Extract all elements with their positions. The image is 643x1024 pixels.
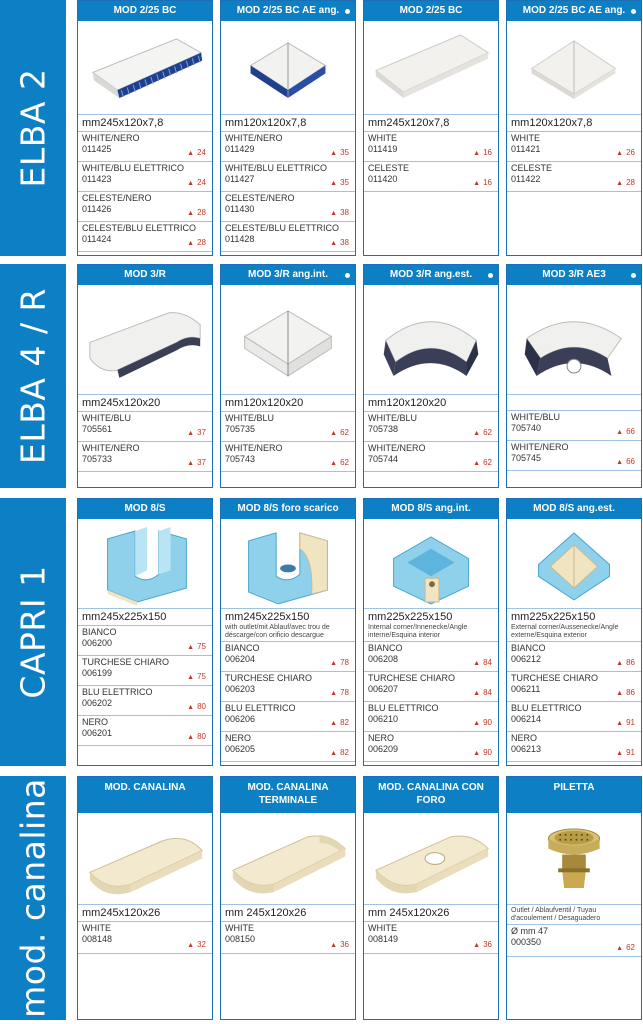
- variant-row[interactable]: [78, 132, 212, 162]
- product-title-text: MOD 2/25 BC AE ang.: [522, 5, 626, 16]
- variant-code: 705744: [368, 454, 399, 464]
- variant-price: ▲ 78: [330, 688, 349, 699]
- product-dimensions: [221, 609, 355, 642]
- product-title: [507, 499, 641, 519]
- variant-code: 011420: [368, 174, 398, 184]
- variant-price: ▲ 36: [330, 940, 349, 951]
- product-card[interactable]: [77, 776, 213, 1020]
- product-card[interactable]: [363, 498, 499, 766]
- product-image: [507, 813, 641, 905]
- variant-price: ▲ 62: [330, 458, 349, 469]
- product-title: [507, 265, 641, 285]
- product-image: [364, 21, 498, 115]
- variant-color: CELESTE/NERO: [225, 193, 295, 203]
- product-dimensions: [507, 609, 641, 642]
- product-card[interactable]: [363, 776, 499, 1020]
- variant-price: ▲ 16: [473, 178, 492, 189]
- product-image: [78, 21, 212, 115]
- variant-row[interactable]: [221, 442, 355, 472]
- variant-price: ▲ 28: [187, 208, 206, 219]
- variant-row[interactable]: [78, 442, 212, 472]
- variant-code: 006213: [511, 744, 542, 754]
- variant-color: WHITE: [368, 133, 397, 143]
- variant-code: 011419: [368, 144, 398, 154]
- product-title: [78, 499, 212, 519]
- variant-price: ▲ 28: [187, 238, 206, 249]
- product-size-text: mm225x225x150: [368, 611, 453, 623]
- product-dimensions: [507, 115, 641, 132]
- variant-price: ▲ 78: [330, 658, 349, 669]
- variant-code: 011430: [225, 204, 255, 214]
- product-dimensions: [364, 905, 498, 922]
- variant-code: 006208: [368, 654, 399, 664]
- variant-price: ▲ 35: [330, 178, 349, 189]
- variant-price: ▲ 35: [330, 148, 349, 159]
- variant-price: ▲ 24: [187, 178, 206, 189]
- product-size-text: mm225x225x150: [511, 611, 596, 623]
- product-image: [507, 21, 641, 115]
- variant-code: 006207: [368, 684, 399, 694]
- product-dimensions: [364, 609, 498, 642]
- variant-row[interactable]: [78, 412, 212, 442]
- variant-color: BIANCO: [368, 643, 403, 653]
- variant-price: ▲ 66: [616, 457, 635, 468]
- corner-piece-dot-icon: [631, 273, 636, 278]
- product-title: [78, 777, 212, 813]
- section-elba-4-r: [0, 264, 643, 488]
- variant-row[interactable]: [78, 626, 212, 656]
- variant-color: WHITE/NERO: [82, 443, 140, 453]
- variant-code: 705735: [225, 424, 256, 434]
- product-title: [507, 777, 641, 813]
- variant-code: 011426: [82, 204, 112, 214]
- variant-price: ▲ 62: [473, 458, 492, 469]
- variant-price: ▲ 38: [330, 208, 349, 219]
- variant-row[interactable]: [78, 222, 212, 252]
- product-image: [507, 285, 641, 395]
- variant-row[interactable]: [364, 732, 498, 762]
- product-size-text: mm 245x120x26: [368, 907, 450, 919]
- variant-price: ▲ 37: [187, 458, 206, 469]
- variant-color: WHITE/BLU: [82, 413, 132, 423]
- variant-code: 011429: [225, 144, 255, 154]
- product-dimensions: [78, 609, 212, 626]
- product-card[interactable]: [220, 0, 356, 256]
- variant-code: 006200: [82, 638, 113, 648]
- product-title-text: MOD 8/S ang.int.: [391, 503, 471, 514]
- variant-color: TURCHESE CHIARO: [82, 657, 170, 667]
- variant-color: WHITE/BLU ELETTRICO: [225, 163, 328, 173]
- section-label: CAPRI 1: [13, 565, 53, 699]
- product-card[interactable]: [77, 498, 213, 766]
- variant-code: 006199: [82, 668, 113, 678]
- product-card[interactable]: [506, 498, 642, 766]
- variant-color: TURCHESE CHIARO: [368, 673, 456, 683]
- variant-price: ▲ 62: [616, 943, 635, 954]
- variant-code: 011428: [225, 234, 255, 244]
- product-card[interactable]: [77, 264, 213, 488]
- variant-color: BIANCO: [225, 643, 260, 653]
- variant-price: ▲ 84: [473, 658, 492, 669]
- product-title: [221, 499, 355, 519]
- variant-row[interactable]: [507, 411, 641, 441]
- variant-row[interactable]: [507, 162, 641, 192]
- product-image: [78, 813, 212, 905]
- variant-row[interactable]: [78, 162, 212, 192]
- variant-row[interactable]: [507, 642, 641, 672]
- variant-code: 011423: [82, 174, 112, 184]
- variant-code: 705740: [511, 423, 542, 433]
- product-title: [364, 265, 498, 285]
- variant-color: NERO: [368, 733, 395, 743]
- variant-row[interactable]: [221, 922, 355, 954]
- product-size-text: mm245x120x20: [82, 397, 161, 409]
- product-note: with outlet/mit Ablauf/avec trou de déscarge/con orificio descargue: [225, 624, 330, 639]
- variant-price: ▲ 38: [330, 238, 349, 249]
- product-title-text: MOD. CANALINA: [104, 782, 186, 793]
- product-title: [78, 1, 212, 21]
- variant-code: 006202: [82, 698, 113, 708]
- variant-color: NERO: [511, 733, 538, 743]
- variant-code: 006205: [225, 744, 256, 754]
- variant-color: NERO: [82, 717, 109, 727]
- variant-price: ▲ 32: [187, 940, 206, 951]
- variant-color: NERO: [225, 733, 252, 743]
- product-title-text: MOD 2/25 BC AE ang.: [236, 5, 340, 16]
- variant-code: 006211: [511, 684, 541, 694]
- variant-code: 011425: [82, 144, 112, 154]
- product-image: [221, 519, 355, 609]
- product-dimensions: [507, 395, 641, 411]
- product-note: Outlet / Ablaufventil / Tuyau d'acoulement / Desaguadero: [511, 907, 601, 922]
- variant-row[interactable]: [507, 672, 641, 702]
- variant-row[interactable]: [221, 412, 355, 442]
- product-size-text: mm245x120x7,8: [368, 117, 450, 129]
- variant-color: WHITE: [511, 133, 540, 143]
- variant-code: 006206: [225, 714, 256, 724]
- variant-row[interactable]: [507, 702, 641, 732]
- variant-color: CELESTE/NERO: [82, 193, 152, 203]
- product-size-text: mm120x120x7,8: [511, 117, 593, 129]
- product-size-text: mm 245x120x26: [225, 907, 307, 919]
- variant-row[interactable]: [507, 441, 641, 471]
- variant-color: CELESTE: [368, 163, 410, 173]
- variant-row[interactable]: [78, 192, 212, 222]
- variant-color: WHITE/BLU: [511, 412, 561, 422]
- corner-piece-dot-icon: [345, 273, 350, 278]
- product-dimensions: [364, 395, 498, 412]
- variant-price: ▲ 86: [616, 658, 635, 669]
- variant-price: ▲ 26: [616, 148, 635, 159]
- product-dimensions: [78, 905, 212, 922]
- product-title-text: MOD 3/R ang.est.: [389, 269, 473, 280]
- variant-row[interactable]: [221, 222, 355, 252]
- product-size-text: mm245x120x7,8: [82, 117, 164, 129]
- product-image: [364, 519, 498, 609]
- variant-color: WHITE/NERO: [225, 133, 283, 143]
- variant-price: ▲ 90: [473, 748, 492, 759]
- variant-row[interactable]: [507, 132, 641, 162]
- product-card[interactable]: [363, 0, 499, 256]
- variant-code: 008149: [368, 934, 399, 944]
- product-title: [78, 265, 212, 285]
- product-dimensions: [364, 115, 498, 132]
- product-image: [78, 519, 212, 609]
- product-size-text: mm120x120x20: [225, 397, 304, 409]
- variant-color: CELESTE: [511, 163, 553, 173]
- variant-code: 705738: [368, 424, 399, 434]
- variant-color: WHITE: [225, 923, 254, 933]
- variant-code: 006201: [82, 728, 113, 738]
- section-label: ELBA 2: [13, 68, 53, 188]
- variant-price: ▲ 62: [330, 428, 349, 439]
- product-title-text: PILETTA: [553, 782, 595, 793]
- product-image: [364, 813, 498, 905]
- variant-code: 011427: [225, 174, 255, 184]
- product-title-text: MOD 8/S ang.est.: [533, 503, 615, 514]
- variant-row[interactable]: [221, 732, 355, 762]
- variant-code: 006212: [511, 654, 542, 664]
- variant-price: ▲ 75: [187, 672, 206, 683]
- product-dimensions: [78, 395, 212, 412]
- variant-color: WHITE/BLU: [368, 413, 418, 423]
- variant-row[interactable]: [364, 702, 498, 732]
- variant-color: WHITE/NERO: [368, 443, 426, 453]
- variant-price: ▲ 91: [616, 748, 635, 759]
- variant-color: TURCHESE CHIARO: [225, 673, 313, 683]
- variant-code: 000350: [511, 937, 542, 947]
- product-size-text: mm120x120x7,8: [225, 117, 307, 129]
- product-title: [364, 777, 498, 813]
- variant-row[interactable]: [78, 922, 212, 954]
- variant-code: 011424: [82, 234, 112, 244]
- variant-price: ▲ 24: [187, 148, 206, 159]
- section-capri-1: [0, 498, 643, 766]
- variant-row[interactable]: [364, 132, 498, 162]
- product-size-text: mm245x225x150: [225, 611, 310, 623]
- variant-color: WHITE/NERO: [511, 442, 569, 452]
- variant-price: ▲ 75: [187, 642, 206, 653]
- variant-price: ▲ 80: [187, 702, 206, 713]
- product-dimensions: [78, 115, 212, 132]
- variant-row[interactable]: [507, 925, 641, 957]
- section-elba-2: [0, 0, 643, 256]
- variant-row[interactable]: [78, 716, 212, 746]
- product-title-text: MOD 8/S: [124, 503, 166, 514]
- product-note: External corner/Aussenecke/Angle externe/Esquina exterior: [511, 624, 619, 639]
- product-size-text: mm245x225x150: [82, 611, 167, 623]
- product-image: [364, 285, 498, 395]
- variant-price: ▲ 91: [616, 718, 635, 729]
- corner-piece-dot-icon: [488, 273, 493, 278]
- variant-price: ▲ 16: [473, 148, 492, 159]
- product-card[interactable]: [77, 0, 213, 256]
- product-dimensions: [507, 905, 641, 925]
- variant-color: WHITE: [368, 923, 397, 933]
- variant-code: 006209: [368, 744, 399, 754]
- product-card[interactable]: [220, 498, 356, 766]
- product-card[interactable]: [220, 264, 356, 488]
- variant-color: TURCHESE CHIARO: [511, 673, 599, 683]
- variant-row[interactable]: [221, 672, 355, 702]
- variant-code: 705743: [225, 454, 256, 464]
- variant-row[interactable]: [221, 702, 355, 732]
- variant-price: ▲ 66: [616, 427, 635, 438]
- variant-code: 006204: [225, 654, 256, 664]
- variant-color: BLU ELETTRICO: [82, 687, 153, 697]
- variant-row[interactable]: [221, 162, 355, 192]
- section-side-band: [0, 0, 66, 256]
- product-title: [221, 265, 355, 285]
- variant-code: 705745: [511, 453, 542, 463]
- variant-color: BLU ELETTRICO: [511, 703, 582, 713]
- product-title-text: MOD 3/R: [124, 269, 166, 280]
- product-size-text: mm120x120x20: [368, 397, 447, 409]
- variant-color: WHITE/NERO: [82, 133, 140, 143]
- product-card[interactable]: [506, 776, 642, 1020]
- product-card[interactable]: [363, 264, 499, 488]
- variant-price: ▲ 86: [616, 688, 635, 699]
- product-title-text: MOD 2/25 BC: [399, 5, 463, 16]
- corner-piece-dot-icon: [345, 9, 350, 14]
- variant-color: WHITE/BLU ELETTRICO: [82, 163, 185, 173]
- variant-code: 011421: [511, 144, 541, 154]
- variant-row[interactable]: [364, 642, 498, 672]
- product-image: [507, 519, 641, 609]
- product-dimensions: [221, 395, 355, 412]
- variant-code: 006203: [225, 684, 256, 694]
- variant-color: CELESTE/BLU ELETTRICO: [82, 223, 197, 233]
- variant-color: CELESTE/BLU ELETTRICO: [225, 223, 340, 233]
- variant-color: BLU ELETTRICO: [368, 703, 439, 713]
- section-label: mod. canalina: [13, 778, 53, 1018]
- product-title: [221, 1, 355, 21]
- product-card[interactable]: [506, 0, 642, 256]
- variant-price: ▲ 80: [187, 732, 206, 743]
- section-label: ELBA 4 / R: [13, 288, 53, 464]
- variant-row[interactable]: [364, 442, 498, 472]
- variant-color: BIANCO: [82, 627, 117, 637]
- product-title-text: MOD. CANALINA TERMINALE: [247, 782, 329, 806]
- product-dimensions: [221, 905, 355, 922]
- product-title-text: MOD 2/25 BC: [113, 5, 177, 16]
- product-title: [221, 777, 355, 813]
- product-title: [364, 499, 498, 519]
- variant-price: ▲ 36: [473, 940, 492, 951]
- variant-code: 006210: [368, 714, 399, 724]
- product-image: [221, 813, 355, 905]
- variant-row[interactable]: [364, 412, 498, 442]
- variant-code: 011422: [511, 174, 541, 184]
- product-title-text: MOD 8/S foro scarico: [237, 503, 339, 514]
- variant-color: Ø mm 47: [511, 926, 549, 936]
- variant-code: 705561: [82, 424, 113, 434]
- section-side-band: [0, 776, 66, 1020]
- product-title-text: MOD 3/R ang.int.: [248, 269, 328, 280]
- variant-row[interactable]: [364, 922, 498, 954]
- product-card[interactable]: [220, 776, 356, 1020]
- variant-row[interactable]: [78, 686, 212, 716]
- product-image: [78, 285, 212, 395]
- section-side-band: [0, 264, 66, 488]
- product-note: Internal corner/Innenecke/Angle interne/Esquina interior: [368, 624, 468, 639]
- variant-color: WHITE/BLU: [225, 413, 275, 423]
- variant-color: WHITE: [82, 923, 111, 933]
- variant-row[interactable]: [364, 672, 498, 702]
- variant-color: WHITE/NERO: [225, 443, 283, 453]
- variant-color: BIANCO: [511, 643, 546, 653]
- variant-row[interactable]: [221, 192, 355, 222]
- variant-code: 705733: [82, 454, 113, 464]
- product-dimensions: [221, 115, 355, 132]
- variant-row[interactable]: [507, 732, 641, 762]
- variant-row[interactable]: [221, 132, 355, 162]
- section-side-band: [0, 498, 66, 766]
- variant-color: BLU ELETTRICO: [225, 703, 296, 713]
- product-title: [507, 1, 641, 21]
- variant-price: ▲ 84: [473, 688, 492, 699]
- product-card[interactable]: [506, 264, 642, 488]
- variant-price: ▲ 62: [473, 428, 492, 439]
- variant-price: ▲ 82: [330, 718, 349, 729]
- product-image: [221, 285, 355, 395]
- product-title-text: MOD. CANALINA CON FORO: [378, 782, 484, 806]
- product-title: [364, 1, 498, 21]
- variant-row[interactable]: [221, 642, 355, 672]
- section-mod-canalina: [0, 776, 643, 1020]
- variant-price: ▲ 37: [187, 428, 206, 439]
- product-title-text: MOD 3/R AE3: [542, 269, 606, 280]
- variant-price: ▲ 90: [473, 718, 492, 729]
- product-size-text: mm245x120x26: [82, 907, 161, 919]
- variant-code: 006214: [511, 714, 542, 724]
- variant-row[interactable]: [364, 162, 498, 192]
- variant-row[interactable]: [78, 656, 212, 686]
- product-image: [221, 21, 355, 115]
- variant-code: 008148: [82, 934, 113, 944]
- corner-piece-dot-icon: [631, 9, 636, 14]
- variant-price: ▲ 82: [330, 748, 349, 759]
- variant-price: ▲ 28: [616, 178, 635, 189]
- variant-code: 008150: [225, 934, 256, 944]
